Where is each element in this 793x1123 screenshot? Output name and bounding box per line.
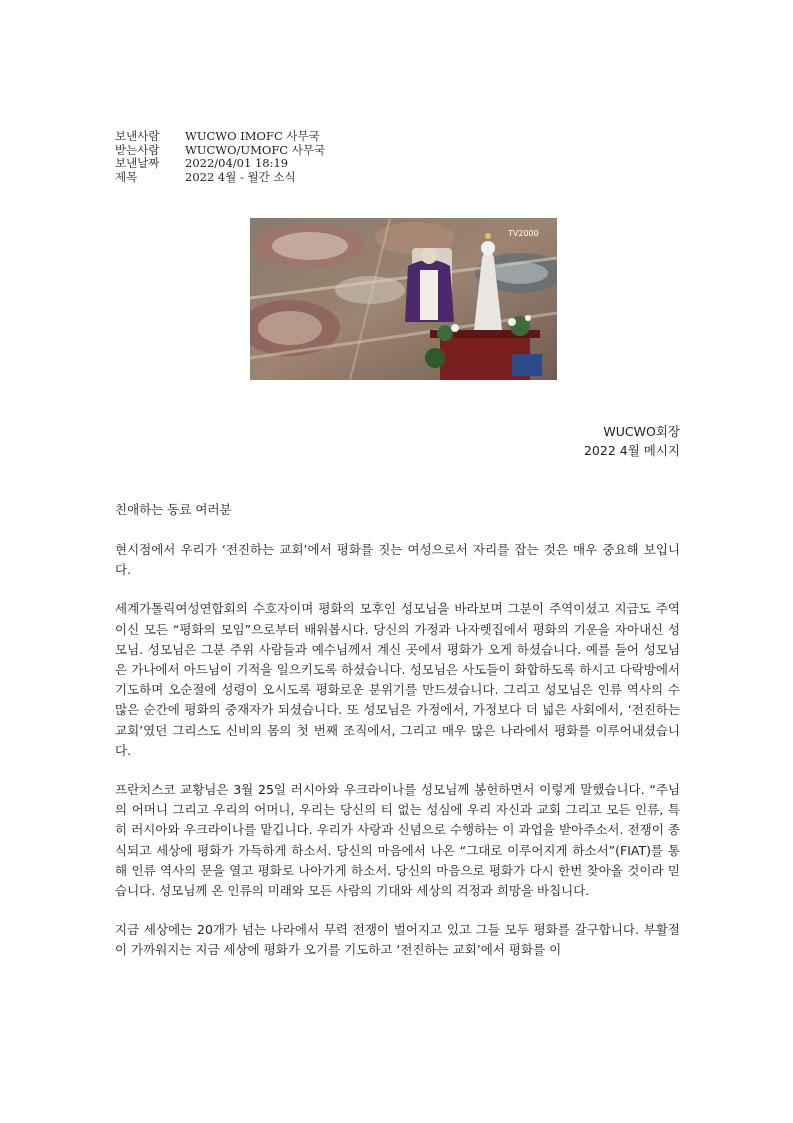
email-header	[115, 130, 325, 184]
greeting: 친애하는 동료 여러분	[115, 502, 232, 517]
header-value: WUCWO/UMOFC 사무국	[185, 142, 326, 157]
paragraph: 지금 세상에는 20개가 넘는 나라에서 무력 전쟁이 벌어지고 있고 그들 모두 평화를 갈구합니다. 부활절이 가까워지는 지금 세상에 평화가 오기를 기도하고 ‘전진하는 교회’에서 평화를 이	[115, 922, 680, 958]
paragraph: 세계가톨릭여성연합회의 수호자이며 평화의 모후인 성모님을 바라보며 그분이 주역이셨고 지금도 주역이신 모든 “평화의 모임”으로부터 배워봅시다. 당신의 가정과 나자렛집에서 평화의 기운을 자아내신 성모님. 성모님은 그분 주위 사람들과 예수님께서 계신 곳에서 평화가 오게 하셨습니다. 예를 들어 성모님은 가나에서 아드님이 기적을 일으키도록 하셨습니다. 성모님은 사도들이 화합하도록 하시고 다락방에서 기도하며 오순절에 성령이 오시도록 평화로운 분위기를 만드셨습니다. 그리고 성모님은 인류 역사의 수많은 순간에 평화의 중재자가 되셨습니다. 또 성모님은 가정에서, 가정보다 더 넓은 사회에서, ‘전진하는 교회’였던 그리스도 신비의 몸의 첫 번째 조직에서, 그리고 매우 많은 나라에서 평화를 이루어내셨습니다.	[115, 601, 680, 758]
header-value: WUCWO IMOFC 사무국	[185, 129, 320, 143]
photo-watermark: TV2000	[508, 229, 539, 238]
header-label: 받는사람	[115, 142, 160, 157]
header-row-to	[115, 144, 325, 158]
letter-body	[115, 540, 680, 980]
signature-line-2: 2022 4월 메시지	[583, 443, 680, 458]
header-label: 제목	[115, 169, 138, 184]
header-row-from	[115, 130, 325, 144]
header-value: 2022 4월 - 월간 소식	[185, 169, 296, 184]
header-value: 2022/04/01 18:19	[185, 156, 289, 170]
signature-line-1: WUCWO회장	[603, 424, 680, 439]
paragraph: 현시점에서 우리가 ‘전진하는 교회’에서 평화를 짓는 여성으로서 자리를 잡는 것은 매우 중요해 보입니다.	[115, 542, 680, 578]
paragraph: 프란치스코 교황님은 3월 25일 러시아와 우크라이나를 성모님께 봉헌하면서 이렇게 말했습니다. “주님의 어머니 그리고 우리의 어머니, 우리는 당신의 티 없는 성심에 우리 자신과 교회 그리고 모든 인류, 특히 러시아와 우크라이나를 맡깁니다. 우리가 사랑과 신념으로 수행하는 이 과업을 받아주소서. 전쟁이 종식되고 세상에 평화가 가득하게 하소서. 당신의 마음에서 나온 “그대로 이루어지게 하소서”(FIAT)를 통해 인류 역사의 문을 열고 평화로 나아가게 하소서. 당신의 마음으로 평화가 다시 한번 찾아올 것이라 믿습니다. 성모님께 온 인류의 미래와 모든 사람의 기대와 세상의 걱정과 희망을 바칩니다.	[115, 782, 680, 899]
header-label: 보낸날짜	[115, 156, 160, 170]
header-label: 보낸사람	[115, 129, 160, 143]
signature-block	[584, 422, 680, 460]
header-row-date	[115, 157, 325, 171]
header-row-subject	[115, 171, 325, 185]
photo-image	[250, 218, 557, 380]
photo-illustration	[250, 218, 557, 380]
